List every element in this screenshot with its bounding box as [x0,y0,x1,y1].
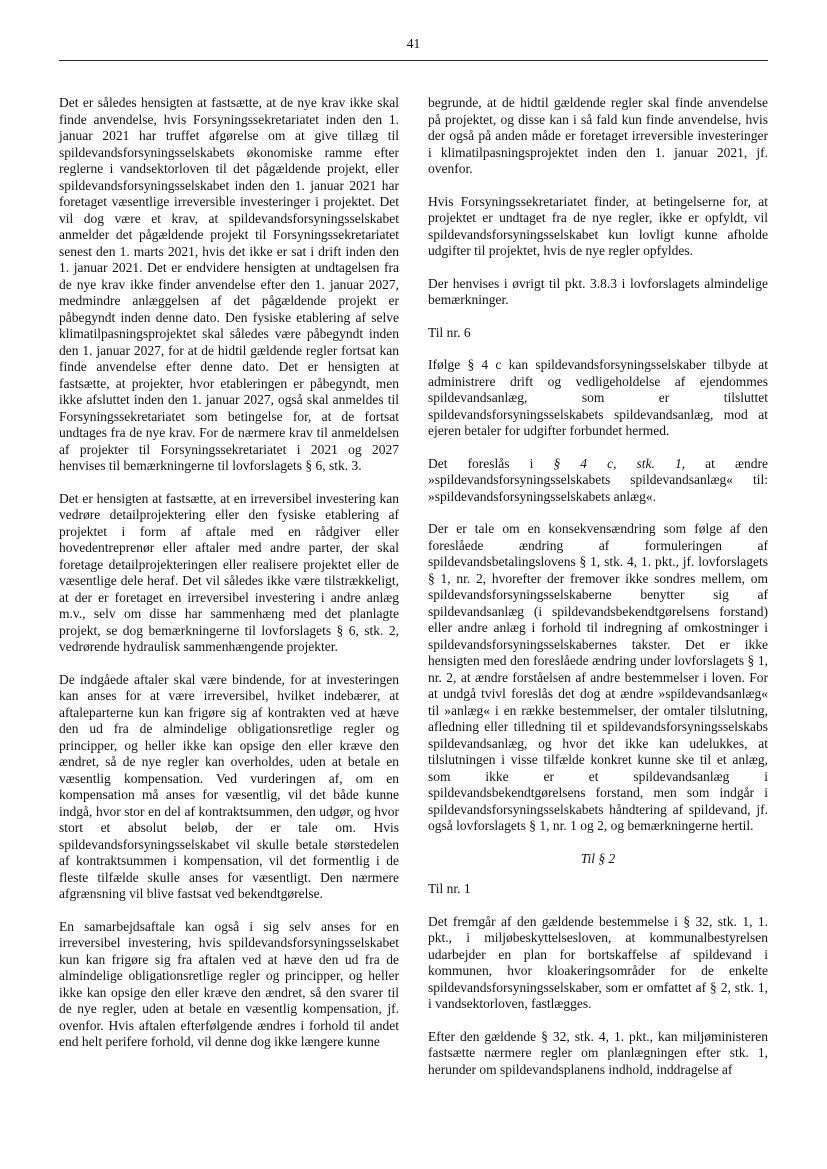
paragraph: Ifølge § 4 c kan spildevandsforsyningsselskaber tilbyde at administrere drift og vedligeholdelse af ejendommes spildevandsanlæg, som er tilsluttet spildevandsforsyningsselskabets spildevandsanlæg, mod at ejeren betaler for udgifter forbundet hermed. [428,357,768,438]
paragraph: Det fremgår af den gældende bestemmelse i § 32, stk. 1, 1. pkt., i miljøbeskyttelsesloven, at kommunalbestyrelsen udarbejder en plan for bortskaffelse af spildevand i kommunen, hvor kloakeringsområder for de enkelte spildevandsforsyningsselskaber, som er omfattet af § 2, stk. 1, i vandsektorloven, fastlægges. [428,913,768,1011]
paragraph: Efter den gældende § 32, stk. 4, 1. pkt., kan miljøministeren fastsætte nærmere regler om planlægningen efter stk. 1, herunder om spildevandsplanens indhold, inddragelse af [428,1028,768,1077]
paragraph: Det er således hensigten at fastsætte, at de nye krav ikke skal finde anvendelse, hvis Forsyningssekretariatet inden den 1. januar 2021 har truffet afgørelse om at give tillæg til spildevandsforsyningsselskabets økonomiske ramme efter reglerne i vandsektorloven til det pågældende projekt, eller spildevandsforsyningsselskabet inden den 1. januar 2021 har foretaget væsentlige irreversible investeringer i projektet. Det vil dog være et krav, at spildevandsforsyningsselskabet anmelder det pågældende projekt til Forsyningssekretariatet senest den 1. marts 2021, hvis det ikke er sat i drift inden den 1. januar 2021. Det er endvidere hensigten at undtagelsen fra de nye krav ikke finder anvendelse efter den 1. januar 2027, medmindre anlæggelsen af det pågældende projekt er påbegyndt inden denne dato. Den fysiske etablering af selve klimatilpasningsprojektet skal således være påbegyndt inden den 1. januar 2027, for at de hidtil gældende regler fortsat kan finde anvendelse efter denne dato. Det er hensigten at fastsætte, at projekter, hvor etableringen er påbegyndt, men ikke afsluttet inden den 1. januar 2027, også skal anmeldes til Forsyningssekretariatet som betingelse for, at de fortsat undtages fra de nye krav. For de nærmere krav til anmeldelsen af projekter til Forsyningssekretariatet i 2021 og 2027 henvises til bemærkningerne til lovforslagets § 6, stk. 3. [59,95,399,473]
subheading-nr1: Til nr. 1 [428,881,471,896]
paragraph: Det er hensigten at fastsætte, at en irreversibel investering kan vedrøre detailprojektering eller den fysiske etablering af projektet i form af aftale med en rådgiver eller hovedentreprenør eller aftaler med andre parter, der skal foretage detailprojekteringen eller realisere projektet eller de væsentlige dele heraf. Det vil således ikke være tilstrækkeligt, at der er foretaget en irreversibel investering i andre anlæg m.v., selv om disse har sammenhæng med det planlagte projekt, se dog bemærkningerne til lovforslagets § 6, stk. 2, vedrørende hydraulisk sammenhængende projekter. [59,490,399,654]
paragraph: Der er tale om en konsekvensændring som følge af den foreslåede ændring af formuleringen af spildevandsbetalingslovens § 1, stk. 4, 1. pkt., jf. lovforslagets § 1, nr. 2, hvorefter der fremover ikke sondres mellem, om spildevandsforsyningsselskaberne benytter sig af spildevandsanlæg (i spildevandsbekendtgørelsens forstand) eller andre anlæg i forhold til indregning af omkostninger i spildevandsforsyningsselskabernes takster. Det er ikke hensigten med den foreslåede ændring under lovforslagets § 1, nr. 2, at ændre forståelsen af andre bestemmelser i loven. For at undgå tvivl foreslås det dog at ændre »spildevandsanlæg« til »anlæg« i en række bestemmelser, der omtaler tilslutning, afledning eller tilledning til et spildevandsforsyningsselskabs spildevandsanlæg, og hvor det ikke kan udelukkes, at tilslutningen i visse tilfælde konkret kunne ske til et anlæg, som ikke er et spildevandsanlæg i spildevandsbekendtgørelsens forstand, men som indgår i spildevandsforsyningsselskabets håndtering af spildevand, jf. også lovforslagets § 1, nr. 1 og 2, og bemærkningerne hertil. [428,521,768,833]
paragraph [428,456,768,506]
subheading-nr6: Til nr. 6 [428,324,471,340]
paragraph: En samarbejdsaftale kan også i sig selv anses for en irreversibel investering, hvis spildevandsforsyningsselskabet kun kan frigøre sig fra aftalen ved at hæve den ud fra de almindelige obligationsretlige regler og principper, og heller ikke kan opsige den eller kræve den ændret, så den svarer til de nye regler, uden at betale en væsentlig kompensation, jf. ovenfor. Hvis aftalen efterfølgende ændres i forhold til andet end helt perifere forhold, vil denne dog ikke længere kunne [59,918,399,1049]
right-column [428,95,768,1078]
paragraph: De indgåede aftaler skal være bindende, for at investeringen kan anses for at være irreversibel, hvilket indebærer, at aftaleparterne kun kan frigøre sig af kontrakten ved at hæve den ud fra de almindelige obligationsretlige regler og principper, og heller ikke kan opsige den eller kræve den ændret, så de nye regler kan overholdes, uden at betale en væsentlig kompensation. Ved vurderingen af, om en kompensation må anses for væsentlig, vil det både kunne indgå, hvor stor en del af kontraktsummen, den udgør, og hvor stort et absolut beløb, der er tale om. Hvis spildevandsforsyningsselskabet vil skulle betale størstedelen af kontraktsummen i kompensation, vil det formentlig i de fleste tilfælde skulle anses for væsentligt. Den nærmere afgrænsning vil blive fastsat ved bekendtgørelse. [59,671,399,901]
text-run: at ændre »spildevandsforsyningsselskabets spildevandsanlæg« til: »spildevandsforsyningsselskabets anlæg«. [428,455,768,504]
paragraph: Hvis Forsyningssekretariatet finder, at betingelserne for, at projektet er undtaget fra de nye regler, ikke er opfyldt, vil spildevandsforsyningsselskabet kun lovligt kunne afholde udgifter til projektet, hvis de nye regler opfyldes. [428,193,768,258]
section-reference: § 4 c, stk. 1, [553,455,686,471]
left-column [59,95,399,1051]
paragraph: Der henvises i øvrigt til pkt. 3.8.3 i lovforslagets almindelige bemærkninger. [428,275,768,307]
section-title: Til § 2 [580,850,616,866]
header-rule [59,60,768,61]
page-number: 41 [406,36,421,51]
text-run: Det foreslås i [428,455,554,471]
paragraph: begrunde, at de hidtil gældende regler skal finde anvendelse på projektet, og disse kan i så fald kun finde anvendelse, hvis der også på anden måde er foretaget irreversible investeringer i klimatilpasningsprojektet inden den 1. januar 2021, jf. ovenfor. [428,95,768,176]
